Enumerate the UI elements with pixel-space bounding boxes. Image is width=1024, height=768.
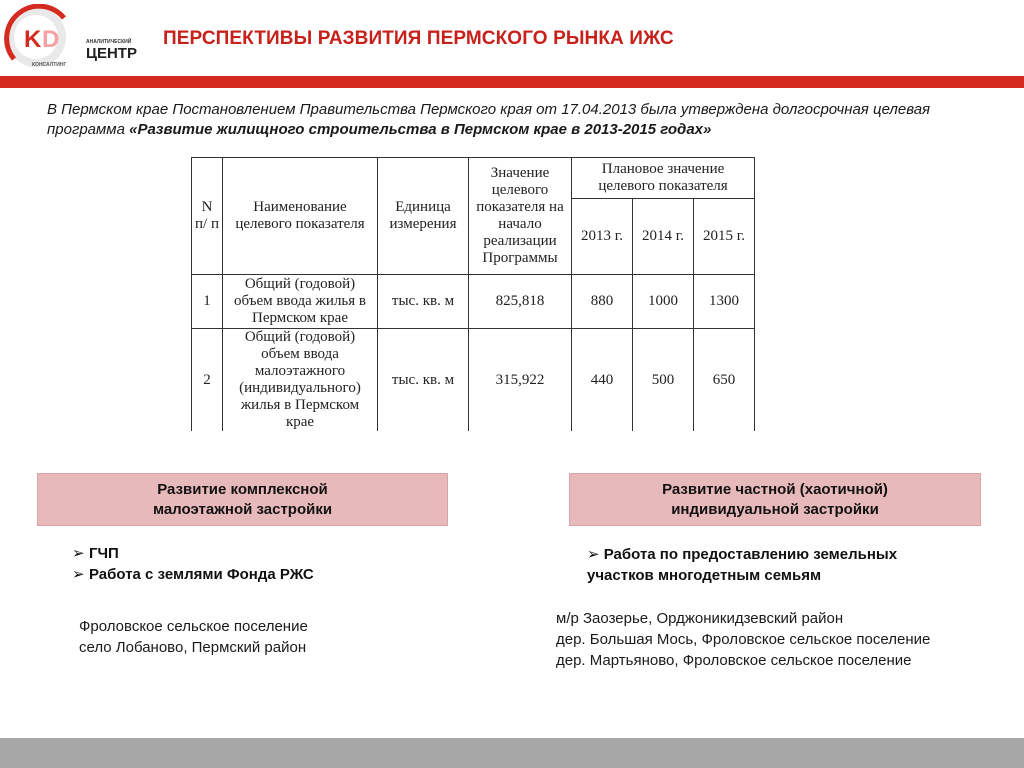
right-locations [556, 608, 930, 671]
header-year: 2013 г. [572, 199, 633, 275]
logo-brand-sub: КОНСАЛТИНГ [32, 62, 67, 68]
header-start-value: Значение целевого показателя на начало реализации Программы [469, 158, 572, 275]
table-row [192, 275, 755, 329]
list-item [72, 543, 314, 564]
location-line: м/р Заозерье, Орджоникидзевский район [556, 610, 844, 627]
header-year: 2015 г. [694, 199, 755, 275]
row-year-value: 440 [572, 329, 633, 432]
bullet-text: ГЧП [89, 545, 119, 562]
row-num: 1 [192, 275, 223, 329]
logo-brand-big: ЦЕНТР [86, 45, 137, 62]
footer-bar [0, 738, 1024, 768]
company-logo [2, 4, 152, 70]
header-num: N п/ п [192, 158, 223, 275]
location-line: дер. Мартьяново, Фроловское сельское поселение [556, 652, 912, 669]
left-bullet-list [72, 543, 314, 585]
row-year-value: 1000 [633, 275, 694, 329]
arrow-bullet-icon: ➢ [72, 545, 85, 562]
right-bullet-list [587, 544, 967, 586]
logo-brand-small: АНАЛИТИЧЕСКИЙ [86, 39, 132, 45]
arrow-bullet-icon: ➢ [72, 566, 85, 583]
bullet-text: Работа с землями Фонда РЖС [89, 566, 314, 583]
location-line: Фроловское сельское поселение [79, 618, 308, 635]
row-year-value: 880 [572, 275, 633, 329]
location-line: дер. Большая Мось, Фроловское сельское поселение [556, 631, 931, 648]
private-development-panel [569, 473, 981, 526]
header-unit: Единица измерения [378, 158, 469, 275]
row-name: Общий (годовой) объем ввода жилья в Пермском крае [223, 275, 378, 329]
row-start-value: 825,818 [469, 275, 572, 329]
left-locations [79, 616, 308, 658]
header-name: Наименование целевого показателя [223, 158, 378, 275]
header-planned: Плановое значение целевого показателя [572, 158, 755, 199]
panel-title: Развитие частной (хаотичной) индивидуальной застройки [662, 480, 888, 518]
list-item [72, 564, 314, 585]
page-title: ПЕРСПЕКТИВЫ РАЗВИТИЯ ПЕРМСКОГО РЫНКА ИЖС [163, 28, 674, 49]
row-name: Общий (годовой) объем ввода малоэтажного (индивидуального) жилья в Пермском крае [223, 329, 378, 432]
complex-development-panel [37, 473, 448, 526]
row-year-value: 500 [633, 329, 694, 432]
header-divider [0, 76, 1024, 88]
location-line: село Лобаново, Пермский район [79, 639, 307, 656]
table-row [192, 329, 755, 432]
row-year-value: 1300 [694, 275, 755, 329]
intro-paragraph [47, 100, 997, 140]
row-num: 2 [192, 329, 223, 432]
intro-text: В Пермском крае Постановлением Правительства Пермского края от 17.04.2013 была утверждена долгосрочная целевая программа [47, 101, 931, 138]
row-unit: тыс. кв. м [378, 275, 469, 329]
list-item [587, 544, 967, 586]
svg-text:D: D [42, 26, 60, 53]
row-unit: тыс. кв. м [378, 329, 469, 432]
row-start-value: 315,922 [469, 329, 572, 432]
row-year-value: 650 [694, 329, 755, 432]
target-indicators-table [191, 157, 755, 431]
header-year: 2014 г. [633, 199, 694, 275]
svg-text:K: K [24, 26, 42, 53]
panel-title: Развитие комплексной малоэтажной застройки [152, 480, 333, 518]
arrow-bullet-icon: ➢ [587, 546, 600, 563]
bullet-text: Работа по предоставлению земельных участков многодетным семьям [587, 546, 898, 584]
program-name: «Развитие жилищного строительства в Пермском крае в 2013-2015 годах» [129, 121, 712, 138]
